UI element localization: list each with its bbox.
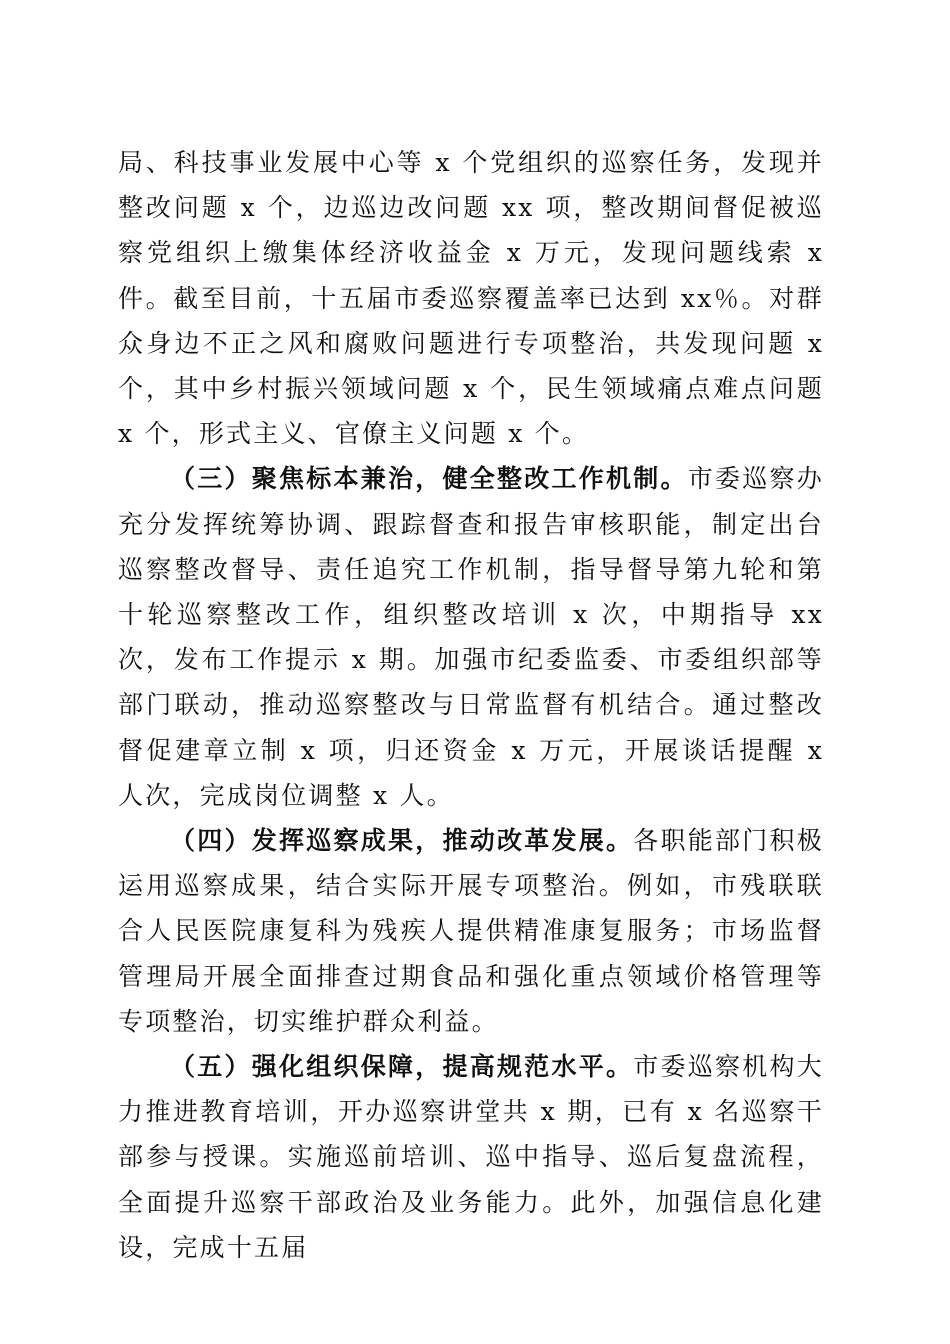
section-3-heading: （三）聚焦标本兼治，健全整改工作机制。 — [170, 464, 688, 494]
section-5-text: 市委巡察机构大力推进教育培训，开办巡察讲堂共 x 期，已有 x 名巡察干部参与授课。实施巡前培训、巡中指导、巡后复盘流程，全面提升巡察干部政治及业务能力。此外，加强信息化建设，完成十五届 — [118, 1052, 824, 1262]
paragraph-continuation — [118, 140, 824, 456]
document-body — [118, 140, 824, 1270]
section-5-heading: （五）强化组织保障，提高规范水平。 — [170, 1052, 634, 1082]
paragraph-section-5 — [118, 1044, 824, 1270]
section-3-text: 市委巡察办充分发挥统筹协调、跟踪督查和报告审核职能，制定出台巡察整改督导、责任追究工作机制，指导督导第九轮和第十轮巡察整改工作，组织整改培训 x 次，中期指导 xx 次，发布工作提示 x 期。加强市纪委监委、市委组织部等部门联动，推动巡察整改与日常监督有机结合。通过整改督促建章立制 x 项，归还资金 x 万元，开展谈话提醒 x 人次，完成岗位调整 x 人。 — [118, 464, 824, 810]
paragraph-section-3 — [118, 456, 824, 818]
paragraph-text: 局、科技事业发展中心等 x 个党组织的巡察任务，发现并整改问题 x 个，边巡边改问题 xx 项，整改期间督促被巡察党组织上缴集体经济收益金 x 万元，发现问题线索 x 件。截至目前，十五届市委巡察覆盖率已达到 xx％。对群众身边不正之风和腐败问题进行专项整治，共发现问题 x 个，其中乡村振兴领域问题 x 个，民生领域痛点难点问题 x 个，形式主义、官僚主义问题 x 个。 — [118, 148, 824, 449]
section-4-text: 各职能部门积极运用巡察成果，结合实际开展专项整治。例如，市残联联合人民医院康复科为残疾人提供精准康复服务；市场监督管理局开展全面排查过期食品和强化重点领域价格管理等专项整治，切实维护群众利益。 — [118, 826, 824, 1036]
section-4-heading: （四）发挥巡察成果，推动改革发展。 — [170, 826, 634, 856]
paragraph-section-4 — [118, 818, 824, 1044]
